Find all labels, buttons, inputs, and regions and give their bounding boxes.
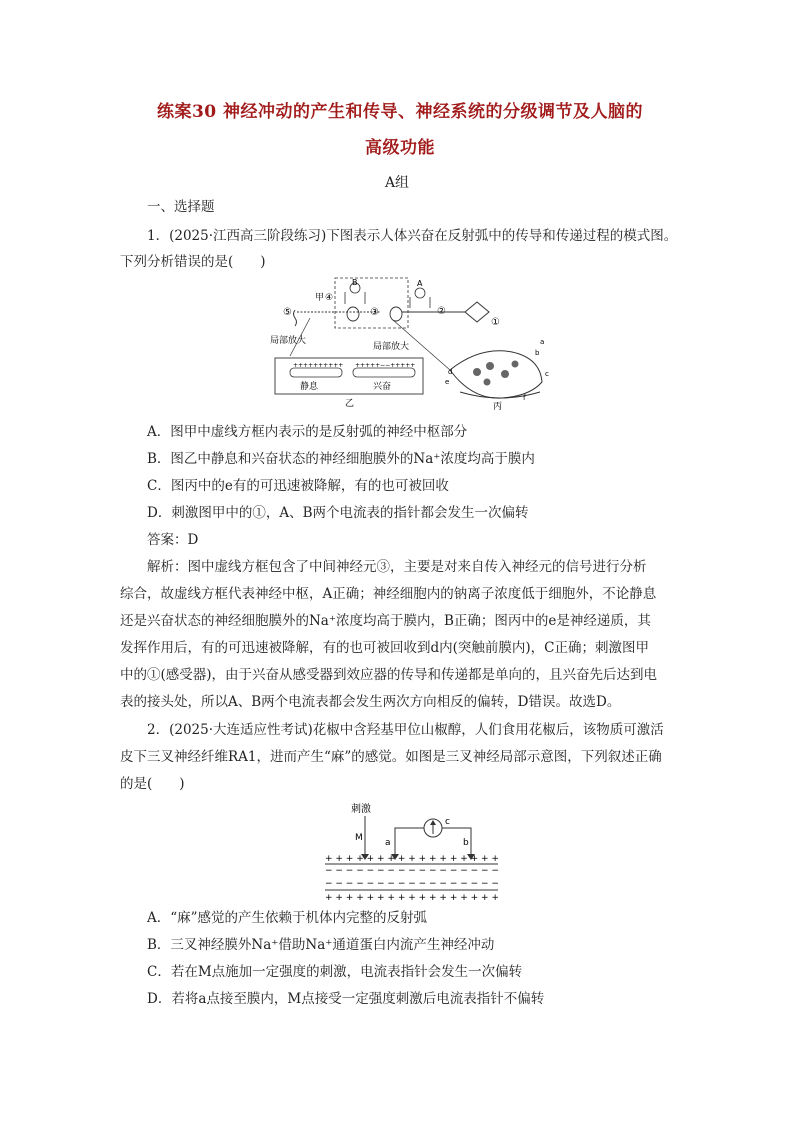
fig1-receptor [465,302,489,322]
fig1-label-e: e [445,378,450,386]
fig2-top-plus-row: + + + + + + + + + + + + + + + + + [325,854,499,864]
fig1-label-n4: ④ [325,293,334,303]
q1-analysis-line: 解析：图中虚线方框包含了中间神经元③，主要是对来自传入神经元的信号进行分析 [147,559,647,575]
fig1-label-resting: 静息 [300,382,319,392]
page-title-line1: 练案30 神经冲动的产生和传导、神经系统的分级调节及人脑的 [156,102,644,122]
fig2-label-stimulus: 刺激 [351,804,371,815]
fig1-vesicle [501,370,509,378]
section-heading: 一、选择题 [147,199,215,215]
fig1-excited-fiber [353,368,415,377]
fig1-label-excited: 兴奋 [373,382,392,392]
svg-text:+++++−−+++++: +++++−−+++++ [355,362,416,369]
fig1-label-zoom-left: 局部放大 [270,336,307,346]
q2-stem-line: 皮下三叉神经纤维RA1，进而产生“麻”的感觉。如图是三叉神经局部示意图，下列叙述正确 [120,749,662,765]
fig1-vesicle [486,362,494,370]
q2-stem-line: 2．(2025·大连适应性考试)花椒中含羟基甲位山椒醇，人们食用花椒后，该物质可激活 [147,722,664,738]
page-title-line2: 高级功能 [365,138,435,158]
svg-text:++++++++++: ++++++++++ [293,362,344,369]
fig1-resting-fiber [290,368,342,377]
q1-analysis-line: 中的①(感受器)，由于兴奋从感受器到效应器的传导和传递都是单向的，且兴奋先后达到电 [120,667,658,683]
q1-analysis-line: 表的接头处，所以A、B两个电流表都会发生两次方向相反的偏转，D错误。故选D。 [120,694,621,710]
fig1-label-n2: ② [437,306,446,317]
q1-option-c: C．图丙中的e有的可迅速被降解，有的也可被回收 [147,478,449,494]
fig2-label-c: c [445,817,450,827]
fig1-label-b: b [535,349,540,357]
fig1-label-f: f [523,394,526,402]
fig1-effector-shape [294,310,297,326]
fig1-label-bing: 丙 [493,402,503,412]
q1-analysis-line: 综合，故虚线方框代表神经中枢，A正确；神经细胞内的钠离子浓度低于细胞外，不论静息 [120,586,657,602]
fig1-label-n1: ① [491,317,500,328]
q1-stem-line2: 下列分析错误的是( ) [120,254,266,270]
fig1-label-n5: ⑤ [283,307,292,318]
q2-option-d: D．若将a点接至膜内，M点接受一定强度刺激后电流表指针不偏转 [147,991,545,1007]
fig1-neuron-body-right [390,307,402,321]
fig1-label-A: A [417,279,423,288]
q2-stem-line: 的是( ) [120,776,185,792]
q2-option-a: A．“麻”感觉的产生依赖于机体内完整的反射弧 [147,910,428,926]
q1-reflex-arc-figure [265,272,565,414]
q2-option-c: C．若在M点施加一定强度的刺激，电流表指针会发生一次偏转 [147,964,523,980]
q2-nerve-fiber-figure [323,800,503,904]
group-label: A组 [384,175,410,191]
fig1-vesicle [484,379,491,386]
fig1-neuron-body-left [347,307,359,321]
q1-option-b: B．图乙中静息和兴奋状态的神经细胞膜外的Na⁺浓度均高于膜内 [147,451,535,467]
fig1-meter-A [415,288,425,298]
fig1-synapse-terminal [450,351,542,398]
fig2-label-M: M [355,833,363,843]
q2-option-b: B．三叉神经膜外Na⁺借助Na⁺通道蛋白内流产生神经冲动 [147,937,495,953]
fig2-label-b: b [463,838,469,848]
fig1-label-yi: 乙 [345,399,355,409]
fig2-top-minus-row: − − − − − − − − − − − − − − − − − [325,866,499,876]
q1-option-a: A．图甲中虚线方框内表示的是反射弧的神经中枢部分 [147,424,468,440]
fig1-label-jia: 甲 [315,293,325,303]
q1-answer: 答案：D [147,532,199,548]
fig1-vesicle [512,361,519,368]
fig1-label-B: B [352,278,358,287]
fig1-label-c: c [545,370,549,378]
fig2-label-a: a [385,838,391,848]
q1-stem-line1: 1．(2025·江西高三阶段练习)下图表示人体兴奋在反射弧中的传导和传递过程的模式图。 [147,228,678,244]
fig1-label-n3: ③ [370,307,379,318]
fig2-bottom-plus-row: + + + + + + + + + + + + + + + + + [325,893,499,903]
fig1-label-zoom-right: 局部放大 [373,342,410,352]
fig2-bottom-minus-row: − − − − − − − − − − − − − − − − − [325,879,499,889]
fig1-label-d: d [448,368,453,376]
fig1-postsynaptic-membrane [460,392,540,398]
fig1-vesicle [473,368,481,376]
fig1-label-a: a [540,338,545,346]
q1-option-d: D．刺激图甲中的①，A、B两个电流表的指针都会发生一次偏转 [147,505,529,521]
q1-analysis-line: 发挥作用后，有的可迅速被降解，有的也可被回收到d内(突触前膜内)，C正确；刺激图甲 [120,640,650,656]
q1-analysis-line: 还是兴奋状态的神经细胞膜外的Na⁺浓度均高于膜内，B正确；图丙中的e是神经递质，其 [120,613,651,629]
